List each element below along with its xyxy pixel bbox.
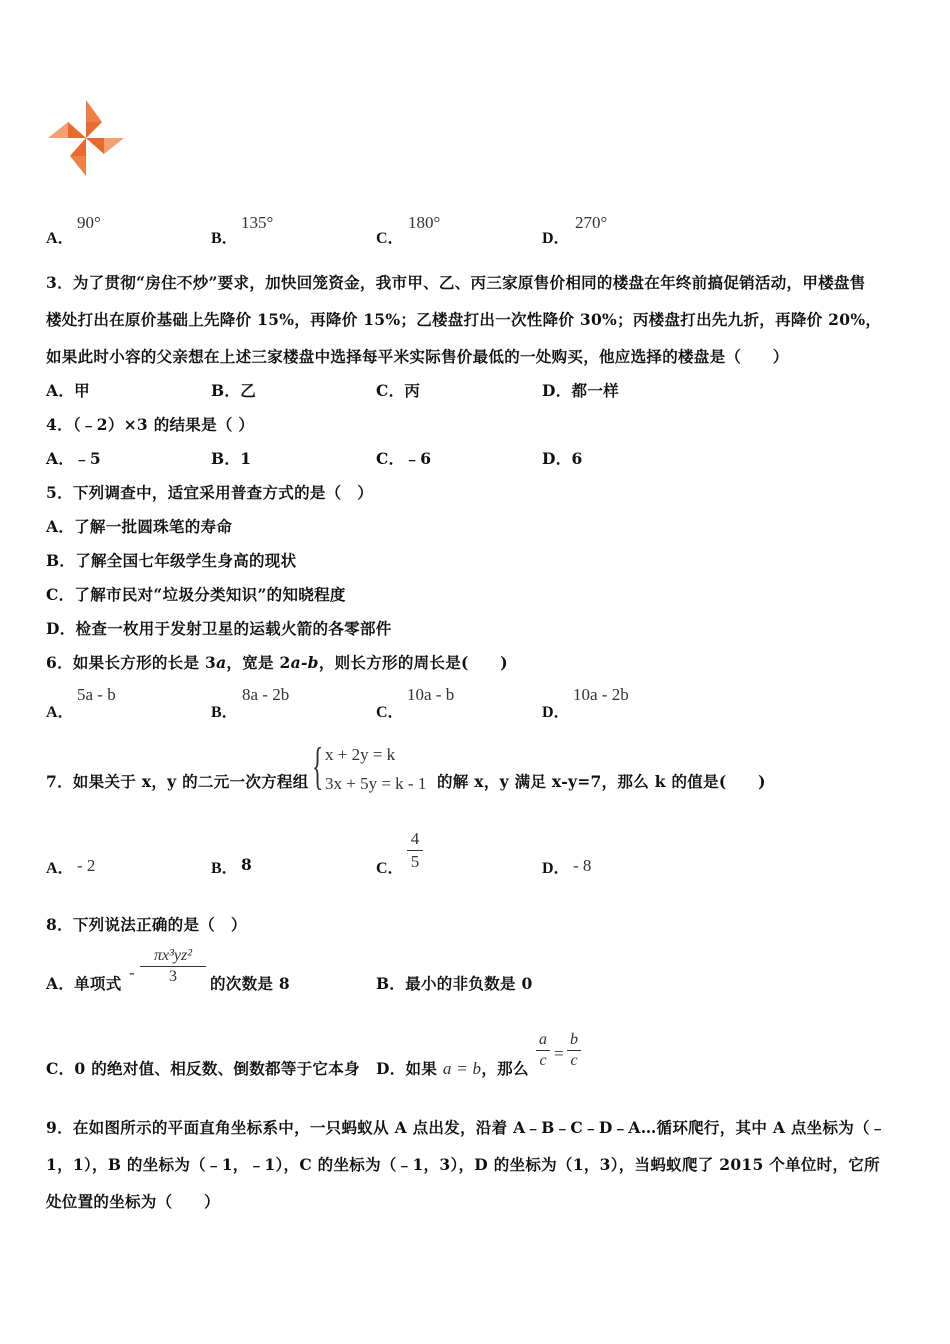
fraction-denominator: c xyxy=(570,1052,578,1069)
q6-stem-part: ，则长方形的周长是( ) xyxy=(318,653,508,672)
q7-option-b-label: B． xyxy=(211,860,238,877)
pinwheel-blade-shade xyxy=(70,138,86,156)
q8-option-d-eq: a = b xyxy=(442,1059,482,1078)
fraction-numerator: 4 xyxy=(410,829,420,848)
q8-option-a-post: 的次数是 8 xyxy=(210,974,290,993)
q6-option-c-value: 10a - b xyxy=(407,685,455,704)
q3-stem-line1: 3．为了贯彻“房住不炒”要求，加快回笼资金，我市甲、乙、丙三家原售价相同的楼盘在年终前搞促销活动，甲楼盘售 xyxy=(46,273,866,292)
q7-option-a-label: A． xyxy=(46,860,74,877)
q9-stem-line3: 处位置的坐标为（ ） xyxy=(46,1192,220,1211)
q8-option-a-fraction xyxy=(140,947,206,986)
fraction-bar xyxy=(567,1050,581,1051)
pinwheel-blade-shade xyxy=(86,122,102,138)
fraction-bar xyxy=(536,1050,550,1051)
q4-option-a: A．﹣5 xyxy=(46,449,102,468)
q7-stem-pre: 7．如果关于 x，y 的二元一次方程组 xyxy=(46,772,309,791)
q4-option-b: B．1 xyxy=(211,449,252,468)
q8-option-d-equals: = xyxy=(554,1044,564,1063)
q6-stem-part: ，宽是 2 xyxy=(226,653,291,672)
fraction-numerator: πx³yz² xyxy=(153,947,193,964)
pinwheel-blade-shade xyxy=(86,138,104,154)
q2-option-a-label: A． xyxy=(46,230,74,247)
q2-option-c-label: C． xyxy=(376,230,404,247)
q8-option-b: B．最小的非负数是 0 xyxy=(376,974,533,993)
q6-stem-var: a-b xyxy=(290,653,319,672)
q7-option-d-label: D． xyxy=(542,860,570,877)
fraction-denominator: c xyxy=(539,1052,547,1069)
fraction-numerator: b xyxy=(570,1031,578,1048)
q7-system-brace: { xyxy=(312,738,324,795)
pinwheel-blade-shade xyxy=(68,122,86,138)
q4-option-c: C．﹣6 xyxy=(376,449,432,468)
q6-stem xyxy=(46,651,508,673)
q6-option-d-value: 10a - 2b xyxy=(573,685,629,704)
q8-option-a-pre: A．单项式 xyxy=(46,974,122,993)
q3-option-b: B．乙 xyxy=(211,381,257,400)
q8-option-d-fraction-2 xyxy=(567,1031,581,1070)
q8-option-d-mid: ，那么 xyxy=(481,1059,529,1078)
q3-stem-line2: 楼处打出在原价基础上先降价 15%，再降价 15%；乙楼盘打出一次性降价 30%；丙楼盘打出先九折，再降价 20%， xyxy=(46,310,882,329)
q5-stem: 5．下列调查中，适宜采用普查方式的是（ ） xyxy=(46,483,374,502)
fraction-denominator: 5 xyxy=(410,852,420,871)
q8-option-d-pre: D．如果 xyxy=(376,1059,438,1078)
q6-option-c-label: C． xyxy=(376,704,404,721)
q7-option-c-fraction xyxy=(407,829,423,872)
q7-option-b-value: 8 xyxy=(241,855,253,874)
q7-equation-2: 3x + 5y = k - 1 xyxy=(325,774,427,793)
q6-option-a-label: A． xyxy=(46,704,74,721)
q8-option-c: C．0 的绝对值、相反数、倒数都等于它本身 xyxy=(46,1059,360,1078)
q5-option-c: C．了解市民对“垃圾分类知识”的知晓程度 xyxy=(46,585,346,604)
q5-option-a: A．了解一批圆珠笔的寿命 xyxy=(46,517,233,536)
q4-option-d: D．6 xyxy=(542,449,583,468)
q3-stem-line3: 如果此时小容的父亲想在上述三家楼盘中选择每平米实际售价最低的一处购买，他应选择的楼盘是（ ） xyxy=(46,347,789,366)
q2-option-d-value: 270° xyxy=(575,213,608,232)
q7-option-c-label: C． xyxy=(376,860,404,877)
q2-option-a-value: 90° xyxy=(77,213,101,232)
q8-option-d-fraction-1 xyxy=(536,1031,550,1070)
q8-option-a-minus: - xyxy=(129,963,135,982)
q3-option-d: D．都一样 xyxy=(542,381,619,400)
q7-stem-post: 的解 x，y 满足 x-y=7，那么 k 的值是( ) xyxy=(437,772,766,791)
q2-option-b-value: 135° xyxy=(241,213,274,232)
q2-option-b-label: B． xyxy=(211,230,238,247)
q9-stem-line1: 9．在如图所示的平面直角坐标系中，一只蚂蚁从 A 点出发，沿着 A﹣B﹣C﹣D﹣A…循环爬行，其中 A 点坐标为（﹣ xyxy=(46,1118,886,1137)
fraction-bar xyxy=(140,966,206,967)
q5-option-b: B．了解全国七年级学生身高的现状 xyxy=(46,551,297,570)
q6-option-b-label: B． xyxy=(211,704,238,721)
q6-stem-part: 6．如果长方形的长是 3 xyxy=(46,653,217,672)
q2-option-c-value: 180° xyxy=(408,213,441,232)
q5-option-d: D．检查一枚用于发射卫星的运载火箭的各零部件 xyxy=(46,619,392,638)
q9-stem-line2: 1，1），B 的坐标为（﹣1，﹣1），C 的坐标为（﹣1，3），D 的坐标为（1，3），当蚂蚁爬了 2015 个单位时，它所 xyxy=(46,1155,880,1174)
q4-stem: 4．（﹣2）×3 的结果是（ ） xyxy=(46,415,255,434)
fraction-bar xyxy=(407,850,423,851)
q6-stem-var: a xyxy=(216,653,227,672)
fraction-numerator: a xyxy=(539,1031,547,1048)
q7-option-d-value: - 8 xyxy=(573,856,592,875)
q3-option-a: A．甲 xyxy=(46,381,90,400)
q7-option-a-value: - 2 xyxy=(77,856,96,875)
pinwheel-figure xyxy=(44,98,128,182)
fraction-denominator: 3 xyxy=(169,968,177,985)
q7-equation-1: x + 2y = k xyxy=(325,745,396,764)
q6-option-a-value: 5a - b xyxy=(77,685,116,704)
q8-stem: 8．下列说法正确的是（ ） xyxy=(46,915,247,934)
q8-option-d xyxy=(376,1057,529,1079)
q6-option-d-label: D． xyxy=(542,704,570,721)
q6-option-b-value: 8a - 2b xyxy=(242,685,290,704)
q3-option-c: C．丙 xyxy=(376,381,421,400)
q2-option-d-label: D． xyxy=(542,230,570,247)
